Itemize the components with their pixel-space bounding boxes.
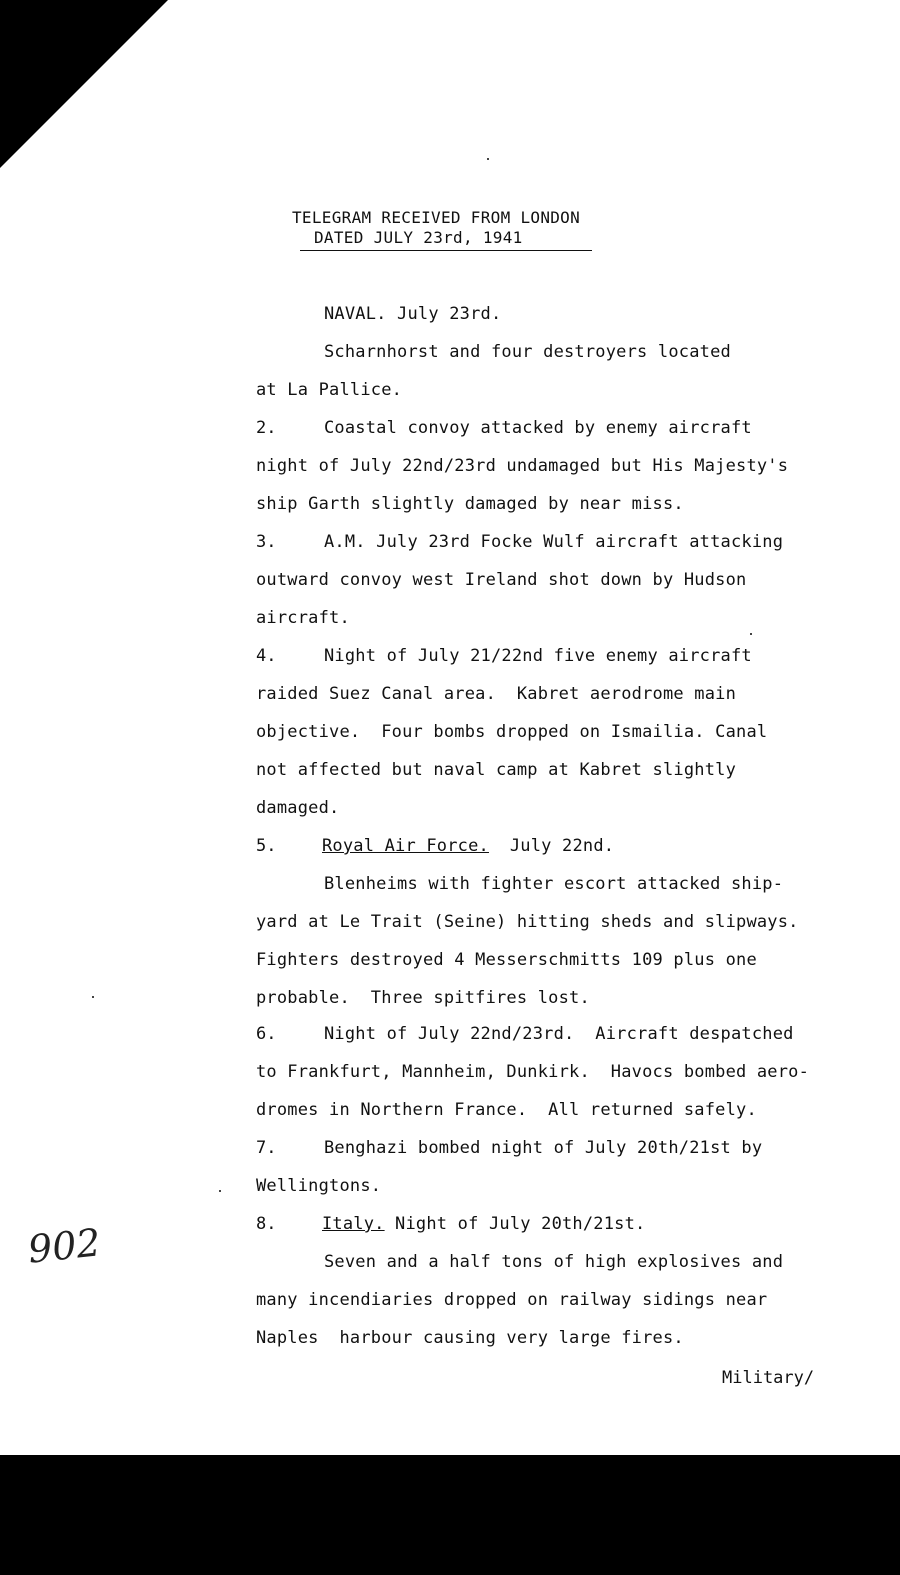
paragraph-4-line-3: objective. Four bombs dropped on Ismailia. Canal — [256, 722, 768, 742]
paragraph-5-heading — [322, 836, 614, 856]
naval-line-2: at La Pallice. — [256, 380, 403, 400]
paragraph-7-line-2: Wellingtons. — [256, 1176, 382, 1196]
section-heading-date: July 22nd. — [488, 836, 615, 856]
paragraph-number: 3. — [256, 532, 277, 552]
paragraph-6-line-2: to Frankfurt, Mannheim, Dunkirk. Havocs bombed aero- — [256, 1062, 810, 1082]
paragraph-2-line-3: ship Garth slightly damaged by near miss. — [256, 494, 684, 514]
scan-speck — [487, 158, 489, 160]
paragraph-number: 4. — [256, 646, 277, 666]
section-heading-italy: Italy. — [322, 1214, 385, 1234]
scan-speck — [219, 1190, 221, 1192]
scan-speck — [92, 996, 94, 998]
section-heading-royal-air-force: Royal Air Force. — [322, 836, 489, 856]
paragraph-2-line-1: Coastal convoy attacked by enemy aircraft — [324, 418, 752, 438]
paragraph-6-line-3: dromes in Northern France. All returned safely. — [256, 1100, 757, 1120]
naval-line-1: Scharnhorst and four destroyers located — [324, 342, 731, 362]
paragraph-8-heading — [322, 1214, 645, 1234]
paragraph-3-line-3: aircraft. — [256, 608, 350, 628]
paragraph-number: 5. — [256, 836, 277, 856]
heading-date: DATED JULY 23rd, 1941 — [314, 228, 523, 247]
paragraph-3-line-2: outward convoy west Ireland shot down by Hudson — [256, 570, 747, 590]
catchword: Military/ — [722, 1368, 815, 1388]
paragraph-6-line-1: Night of July 22nd/23rd. Aircraft despatched — [324, 1024, 794, 1044]
heading-title: TELEGRAM RECEIVED FROM LONDON — [292, 208, 581, 227]
scan-bottom-band — [0, 1455, 900, 1575]
telegram-heading — [292, 208, 580, 248]
paragraph-number: 7. — [256, 1138, 277, 1158]
paragraph-4-line-1: Night of July 21/22nd five enemy aircraft — [324, 646, 752, 666]
paragraph-4-line-5: damaged. — [256, 798, 340, 818]
paragraph-8-line-3: Naples harbour causing very large fires. — [256, 1328, 684, 1348]
paragraph-5-line-2: yard at Le Trait (Seine) hitting sheds and slipways. — [256, 912, 799, 932]
paragraph-5-line-3: Fighters destroyed 4 Messerschmitts 109 plus one — [256, 950, 757, 970]
paragraph-7-line-1: Benghazi bombed night of July 20th/21st by — [324, 1138, 763, 1158]
paragraph-8-line-2: many incendiaries dropped on railway sidings near — [256, 1290, 768, 1310]
naval-title: NAVAL. July 23rd. — [324, 304, 502, 324]
paragraph-5-line-4: probable. Three spitfires lost. — [256, 988, 590, 1008]
paragraph-number: 6. — [256, 1024, 277, 1044]
heading-underline — [300, 250, 592, 251]
paragraph-8-line-1: Seven and a half tons of high explosives and — [324, 1252, 784, 1272]
paragraph-4-line-2: raided Suez Canal area. Kabret aerodrome main — [256, 684, 737, 704]
paragraph-4-line-4: not affected but naval camp at Kabret slightly — [256, 760, 737, 780]
paragraph-number: 2. — [256, 418, 277, 438]
paragraph-2-line-2: night of July 22nd/23rd undamaged but His Majesty's — [256, 456, 789, 476]
paragraph-5-line-1: Blenheims with fighter escort attacked ship- — [324, 874, 784, 894]
paragraph-number: 8. — [256, 1214, 277, 1234]
section-heading-date: Night of July 20th/21st. — [384, 1214, 646, 1234]
scan-speck — [750, 633, 752, 635]
handwritten-page-number: 902 — [25, 1220, 103, 1272]
page-corner-fold — [0, 0, 168, 168]
paragraph-3-line-1: A.M. July 23rd Focke Wulf aircraft attacking — [324, 532, 784, 552]
